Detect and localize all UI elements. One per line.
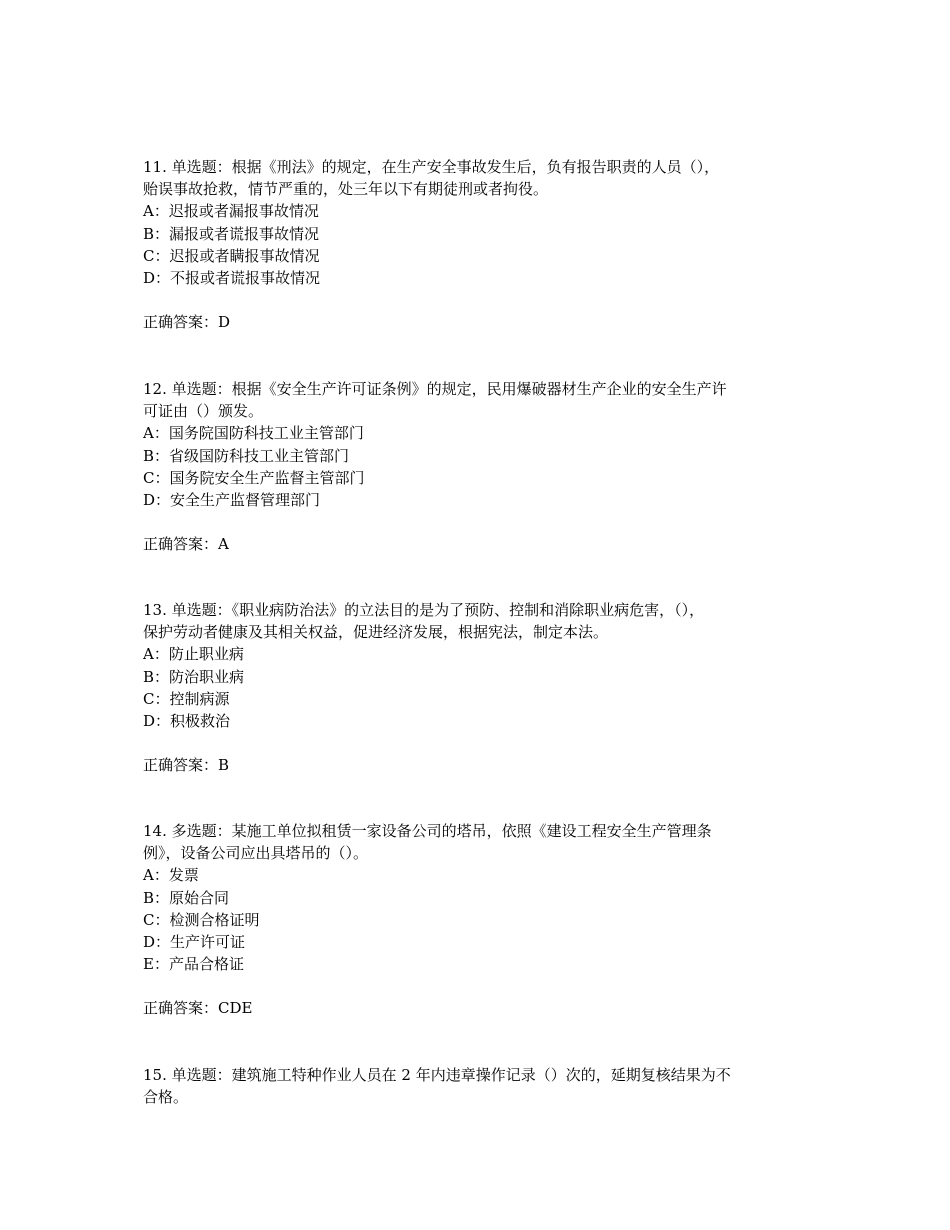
option-b: B：漏报或者谎报事故情况 bbox=[143, 224, 320, 243]
option-b: B：防治职业病 bbox=[143, 667, 245, 686]
option-c: C：检测合格证明 bbox=[143, 910, 260, 929]
option-d: D：不报或者谎报事故情况 bbox=[143, 269, 321, 288]
question-text-line: 11. 单选题：根据《刑法》的规定，在生产安全事故发生后，负有报告职责的人员（）， bbox=[143, 158, 720, 176]
option-d: D：生产许可证 bbox=[143, 933, 246, 952]
question-14 bbox=[143, 820, 823, 1020]
option-a: A：国务院国防科技工业主管部门 bbox=[143, 424, 364, 443]
option-b: B：原始合同 bbox=[143, 888, 230, 907]
correct-answer: 正确答案：CDE bbox=[143, 999, 253, 1018]
option-a: A：发票 bbox=[143, 866, 199, 885]
question-text-line: 例》，设备公司应出具塔吊的（）。 bbox=[143, 844, 369, 863]
question-text-line: 合格。 bbox=[143, 1088, 189, 1107]
question-text-line: 14. 多选题：某施工单位拟租赁一家设备公司的塔吊，依照《建设工程安全生产管理条 bbox=[143, 822, 712, 840]
option-a: A：迟报或者漏报事故情况 bbox=[143, 202, 319, 221]
question-text-line: 贻误事故抢救，情节严重的，处三年以下有期徒刑或者拘役。 bbox=[143, 180, 549, 199]
option-d: D：积极救治 bbox=[143, 712, 231, 731]
question-15 bbox=[143, 1064, 823, 1108]
correct-answer: 正确答案：B bbox=[143, 756, 230, 775]
option-b: B：省级国防科技工业主管部门 bbox=[143, 446, 350, 465]
option-c: C：控制病源 bbox=[143, 689, 230, 708]
question-text-line: 12. 单选题：根据《安全生产许可证条例》的规定，民用爆破器材生产企业的安全生产许 bbox=[143, 380, 727, 398]
question-12 bbox=[143, 378, 823, 555]
option-e: E：产品合格证 bbox=[143, 955, 244, 974]
option-c: C：迟报或者瞒报事故情况 bbox=[143, 246, 320, 265]
option-a: A：防止职业病 bbox=[143, 645, 244, 664]
option-d: D：安全生产监督管理部门 bbox=[143, 491, 321, 510]
question-text-line: 15. 单选题：建筑施工特种作业人员在 2 年内违章操作记录（）次的，延期复核结果为不 bbox=[143, 1066, 731, 1084]
correct-answer: 正确答案：D bbox=[143, 313, 231, 332]
question-text-line: 保护劳动者健康及其相关权益，促进经济发展，根据宪法，制定本法。 bbox=[143, 623, 609, 642]
question-text-line: 可证由（）颁发。 bbox=[143, 402, 264, 421]
question-11 bbox=[143, 156, 823, 333]
question-13 bbox=[143, 599, 823, 776]
option-c: C：国务院安全生产监督主管部门 bbox=[143, 468, 365, 487]
correct-answer: 正确答案：A bbox=[143, 535, 229, 554]
question-text-line: 13. 单选题：《职业病防治法》的立法目的是为了预防、控制和消除职业病危害，（）， bbox=[143, 601, 705, 619]
